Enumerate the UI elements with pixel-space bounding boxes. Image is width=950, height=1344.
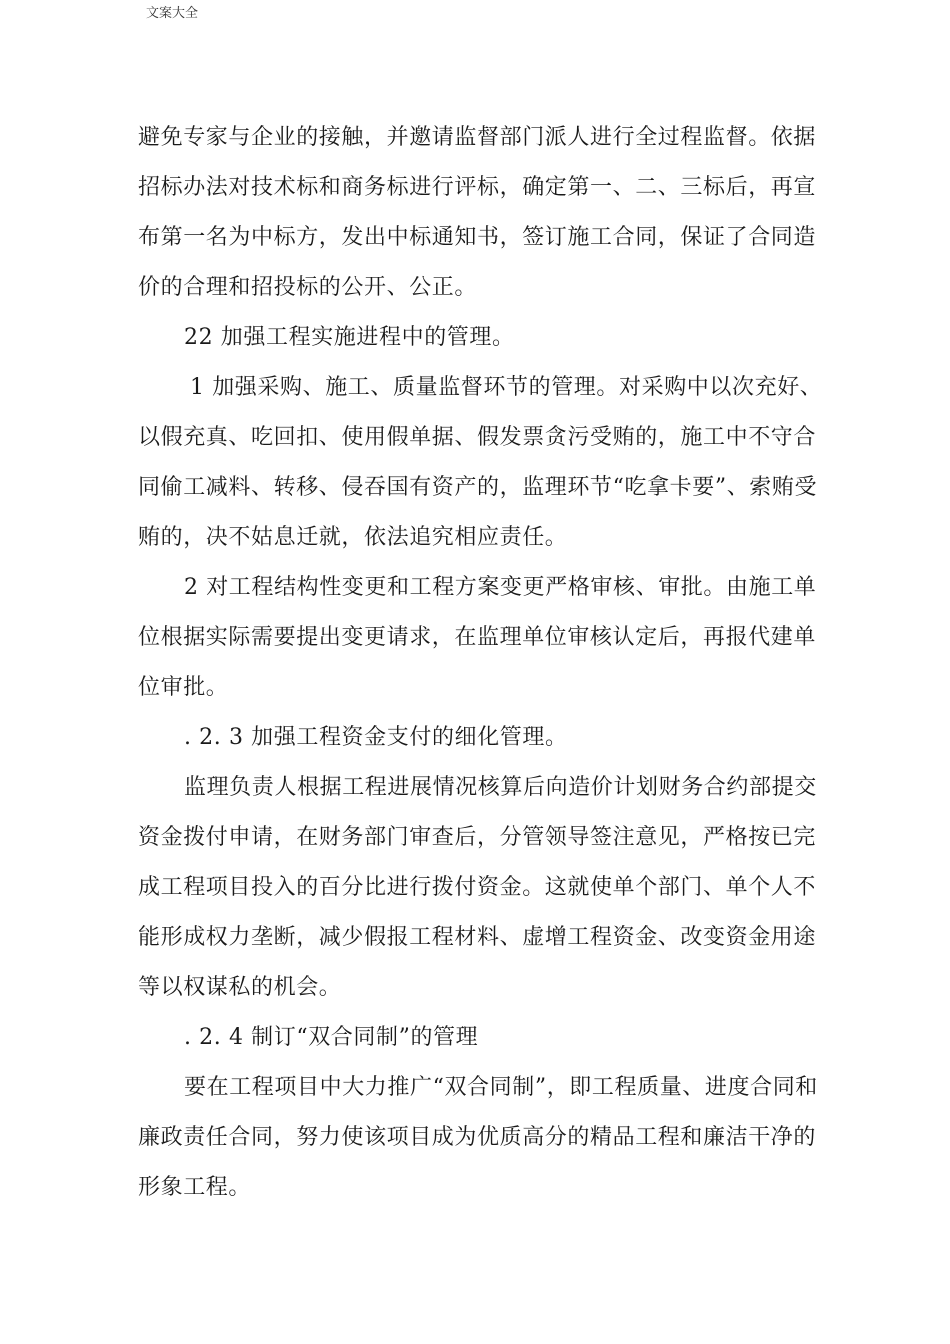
text-line: 价的合理和招投标的公开、公正。 [138,275,478,300]
text-line: 避免专家与企业的接触，并邀请监督部门派人进行全过程监督。依据 [138,125,817,150]
text-line: 招标办法对技术标和商务标进行评标，确定第一、二、三标后，再宣 [138,175,817,200]
text-line: 能形成权力垄断，减少假报工程材料、虚增工程资金、改变资金用途 [138,925,817,950]
text-line: 贿的，决不姑息迁就，依法追究相应责任。 [138,525,568,550]
text-line: 等以权谋私的机会。 [138,975,342,1000]
text-line: 监理负责人根据工程进展情况核算后向造价计划财务合约部提交 [184,775,817,800]
text-line: 资金拨付申请，在财务部门审查后，分管领导签注意见，严格按已完 [138,825,817,850]
section-heading: 22 加强工程实施进程中的管理。 [184,325,515,350]
section-heading: . 2. 4 制订“双合同制”的管理 [184,1025,479,1050]
text-line: 1 加强采购、施工、质量监督环节的管理。对采购中以次充好、 [190,375,823,400]
text-line: 廉政责任合同，努力使该项目成为优质高分的精品工程和廉洁干净的 [138,1125,817,1150]
text-line: 要在工程项目中大力推广“双合同制”，即工程质量、进度合同和 [184,1075,818,1100]
text-line: 布第一名为中标方，发出中标通知书，签订施工合同，保证了合同造 [138,225,817,250]
text-line: 成工程项目投入的百分比进行拨付资金。这就使单个部门、单个人不 [138,875,817,900]
header-mark: 文案大全 [146,6,199,21]
text-line: 同偷工减料、转移、侵吞国有资产的，监理环节“吃拿卡要”、索贿受 [138,475,818,500]
text-line: 位根据实际需要提出变更请求，在监理单位审核认定后，再报代建单 [138,625,817,650]
text-line: 以假充真、吃回扣、使用假单据、假发票贪污受贿的，施工中不守合 [138,425,817,450]
section-heading: . 2. 3 加强工程资金支付的细化管理。 [184,725,568,750]
text-line: 2 对工程结构性变更和工程方案变更严格审核、审批。由施工单 [184,575,817,600]
text-line: 位审批。 [138,675,229,700]
text-line: 形象工程。 [138,1175,252,1200]
